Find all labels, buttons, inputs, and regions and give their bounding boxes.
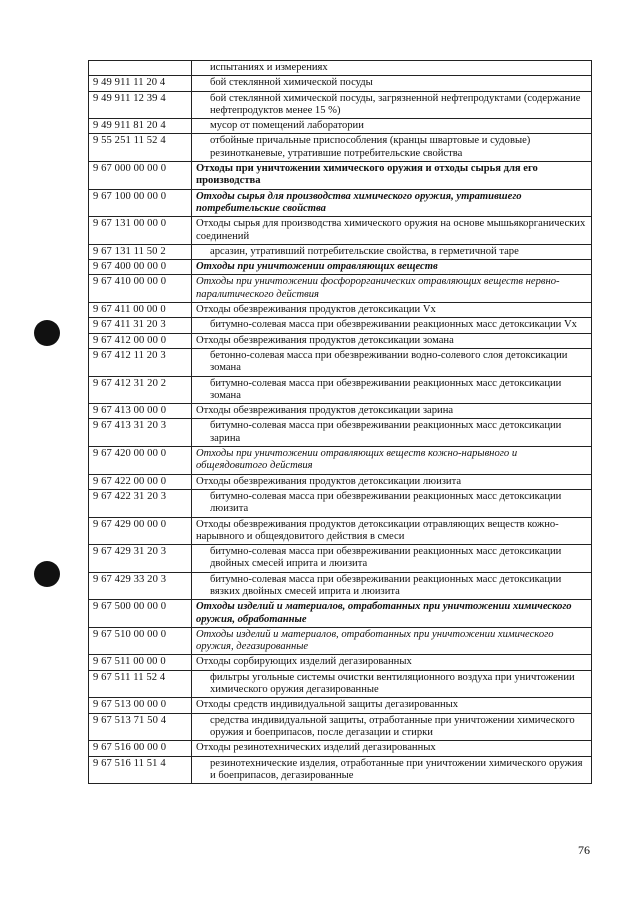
waste-name-cell <box>192 404 592 419</box>
waste-code-cell: 9 49 911 81 20 4 <box>89 119 192 134</box>
waste-code-cell: 9 49 911 12 39 4 <box>89 91 192 119</box>
waste-code-cell: 9 67 131 00 00 0 <box>89 217 192 245</box>
waste-name-cell <box>192 76 592 91</box>
waste-name-text: Отходы сырья для производства химического оружия на основе мышьякорганических соединений <box>196 218 586 242</box>
table-row <box>89 627 592 655</box>
waste-name-text: Отходы обезвреживания продуктов детоксикации Vx <box>196 304 436 316</box>
waste-name-cell <box>192 572 592 600</box>
waste-name-cell <box>192 303 592 318</box>
waste-name-cell <box>192 698 592 713</box>
waste-name-cell <box>192 348 592 376</box>
waste-name-text: отбойные причальные приспособления (кранцы швартовые и судовые) резинотканевые, утратившие потребительские свойства <box>210 135 531 159</box>
table-row <box>89 318 592 333</box>
waste-name-cell <box>192 134 592 162</box>
waste-code-cell: 9 67 400 00 00 0 <box>89 260 192 275</box>
table-row <box>89 189 592 217</box>
waste-code-cell: 9 67 422 31 20 3 <box>89 489 192 517</box>
waste-code-cell: 9 67 513 00 00 0 <box>89 698 192 713</box>
waste-name-text: битумно-солевая масса при обезвреживании реакционных масс детоксикации люизита <box>210 490 562 515</box>
waste-code-cell: 9 55 251 11 52 4 <box>89 134 192 162</box>
waste-name-text: бой стеклянной химической посуды, загрязненной нефтепродуктами (содержание нефтепродуктов менее 15 %) <box>210 92 581 116</box>
table-row <box>89 119 592 134</box>
table-row <box>89 447 592 475</box>
waste-code-cell: 9 67 516 00 00 0 <box>89 741 192 756</box>
waste-code-cell: 9 67 000 00 00 0 <box>89 162 192 190</box>
table-row <box>89 517 592 545</box>
table-row <box>89 134 592 162</box>
waste-name-cell <box>192 447 592 475</box>
waste-name-text: битумно-солевая масса при обезвреживании реакционных масс детоксикации Vx <box>210 319 577 331</box>
waste-name-text: средства индивидуальной защиты, отработанные при уничтожении химического оружия и боеприпасов, после дегазации и стирки <box>210 714 575 738</box>
table-row <box>89 572 592 600</box>
waste-name-cell <box>192 489 592 517</box>
waste-name-cell <box>192 318 592 333</box>
waste-name-cell <box>192 627 592 655</box>
waste-name-text: резинотехнические изделия, отработанные при уничтожении химического оружия и боеприпасов, дегазированные <box>210 757 583 781</box>
waste-name-text: Отходы средств индивидуальной защиты дегазированных <box>196 699 459 711</box>
waste-code-cell: 9 67 420 00 00 0 <box>89 447 192 475</box>
waste-classification-table <box>88 60 592 784</box>
table-row <box>89 76 592 91</box>
waste-code-cell: 9 67 410 00 00 0 <box>89 275 192 303</box>
waste-name-cell <box>192 600 592 628</box>
waste-name-text: Отходы изделий и материалов, отработанных при уничтожении химического оружия, дегазированные <box>196 628 554 653</box>
waste-name-cell <box>192 333 592 348</box>
table-row <box>89 260 592 275</box>
table-row <box>89 756 592 784</box>
table-row <box>89 348 592 376</box>
waste-name-text: бетонно-солевая масса при обезвреживании водно-солевого слоя детоксикации зомана <box>210 349 568 374</box>
waste-name-text: Отходы при уничтожении фосфорорганических отравляющих веществ нервно-паралитического действия <box>196 276 560 300</box>
waste-code-cell: 9 67 412 00 00 0 <box>89 333 192 348</box>
table-row <box>89 376 592 404</box>
waste-name-cell <box>192 376 592 404</box>
waste-code-cell: 9 67 511 00 00 0 <box>89 655 192 670</box>
waste-code-cell: 9 49 911 11 20 4 <box>89 76 192 91</box>
waste-code-cell: 9 67 513 71 50 4 <box>89 713 192 741</box>
table-row <box>89 655 592 670</box>
waste-name-cell <box>192 741 592 756</box>
table-row <box>89 244 592 259</box>
table-row <box>89 713 592 741</box>
waste-name-cell <box>192 119 592 134</box>
waste-name-cell <box>192 545 592 573</box>
waste-name-cell <box>192 756 592 784</box>
punch-hole-upper <box>34 320 60 346</box>
waste-name-text: битумно-солевая масса при обезвреживании реакционных масс детоксикации двойных смесей иприта и люизита <box>210 546 562 570</box>
waste-name-text: битумно-солевая масса при обезвреживании реакционных масс детоксикации зомана <box>210 377 562 401</box>
table-row <box>89 217 592 245</box>
waste-name-text: битумно-солевая масса при обезвреживании реакционных масс детоксикации вязких двойных смесей иприта и люизита <box>210 573 562 597</box>
table-row <box>89 741 592 756</box>
page-number: 76 <box>578 843 590 857</box>
waste-code-cell: 9 67 131 11 50 2 <box>89 244 192 259</box>
waste-name-cell <box>192 275 592 303</box>
waste-name-text: Отходы при уничтожении отравляющих веществ кожно-нарывного и общеядовитого действия <box>196 448 518 472</box>
waste-name-cell <box>192 217 592 245</box>
waste-name-text: Отходы резинотехнических изделий дегазированных <box>196 742 436 754</box>
waste-name-cell <box>192 61 592 76</box>
waste-name-text: Отходы изделий и материалов, отработанных при уничтожении химического оружия, обработанные <box>196 601 572 625</box>
waste-name-cell <box>192 713 592 741</box>
waste-name-cell <box>192 189 592 217</box>
table-row <box>89 333 592 348</box>
waste-name-cell <box>192 244 592 259</box>
waste-code-cell: 9 67 413 00 00 0 <box>89 404 192 419</box>
waste-name-text: арсазин, утративший потребительские свойства, в герметичной таре <box>210 245 519 257</box>
waste-name-cell <box>192 91 592 119</box>
waste-code-cell: 9 67 411 00 00 0 <box>89 303 192 318</box>
waste-name-text: Отходы при уничтожении химического оружия и отходы сырья для его производства <box>196 163 538 187</box>
waste-name-text: Отходы обезвреживания продуктов детоксикации зомана <box>196 334 454 346</box>
table-row <box>89 162 592 190</box>
waste-name-text: Отходы обезвреживания продуктов детоксикации отравляющих веществ кожно-нарывного и общеядовитого действия в смеси <box>196 518 559 542</box>
waste-name-text: Отходы сырья для производства химического оружия, утратившего потребительские свойства <box>196 190 522 214</box>
waste-code-cell: 9 67 422 00 00 0 <box>89 474 192 489</box>
waste-name-text: фильтры угольные системы очистки вентиляционного воздуха при уничтожении химического оружия дегазированные <box>210 671 575 696</box>
table-row <box>89 698 592 713</box>
table-row <box>89 670 592 698</box>
waste-name-text: Отходы обезвреживания продуктов детоксикации зарина <box>196 405 454 417</box>
waste-name-text: мусор от помещений лаборатории <box>210 120 364 132</box>
table-row <box>89 489 592 517</box>
waste-name-text: битумно-солевая масса при обезвреживании реакционных масс детоксикации зарина <box>210 420 562 444</box>
waste-code-cell: 9 67 429 33 20 3 <box>89 572 192 600</box>
waste-code-cell: 9 67 412 11 20 3 <box>89 348 192 376</box>
waste-name-cell <box>192 419 592 447</box>
waste-name-text: бой стеклянной химической посуды <box>210 77 373 89</box>
table-row <box>89 303 592 318</box>
waste-code-cell <box>89 61 192 76</box>
waste-name-cell <box>192 517 592 545</box>
waste-code-cell: 9 67 413 31 20 3 <box>89 419 192 447</box>
table-row <box>89 474 592 489</box>
waste-code-cell: 9 67 510 00 00 0 <box>89 627 192 655</box>
table-row <box>89 91 592 119</box>
waste-code-cell: 9 67 500 00 00 0 <box>89 600 192 628</box>
waste-name-cell <box>192 670 592 698</box>
table-row <box>89 600 592 628</box>
waste-name-text: Отходы сорбирующих изделий дегазированных <box>196 656 412 668</box>
waste-code-cell: 9 67 511 11 52 4 <box>89 670 192 698</box>
punch-hole-lower <box>34 561 60 587</box>
table-row <box>89 61 592 76</box>
waste-code-cell: 9 67 411 31 20 3 <box>89 318 192 333</box>
table-row <box>89 545 592 573</box>
waste-code-cell: 9 67 516 11 51 4 <box>89 756 192 784</box>
waste-code-cell: 9 67 429 31 20 3 <box>89 545 192 573</box>
table-row <box>89 404 592 419</box>
waste-name-text: испытаниях и измерениях <box>210 62 328 73</box>
waste-name-cell <box>192 162 592 190</box>
waste-code-cell: 9 67 412 31 20 2 <box>89 376 192 404</box>
table-row <box>89 419 592 447</box>
waste-code-cell: 9 67 429 00 00 0 <box>89 517 192 545</box>
waste-name-cell <box>192 474 592 489</box>
waste-name-text: Отходы при уничтожении отравляющих веществ <box>196 261 438 273</box>
table-row <box>89 275 592 303</box>
waste-name-cell <box>192 260 592 275</box>
waste-name-text: Отходы обезвреживания продуктов детоксикации люизита <box>196 475 462 487</box>
waste-code-cell: 9 67 100 00 00 0 <box>89 189 192 217</box>
waste-name-cell <box>192 655 592 670</box>
